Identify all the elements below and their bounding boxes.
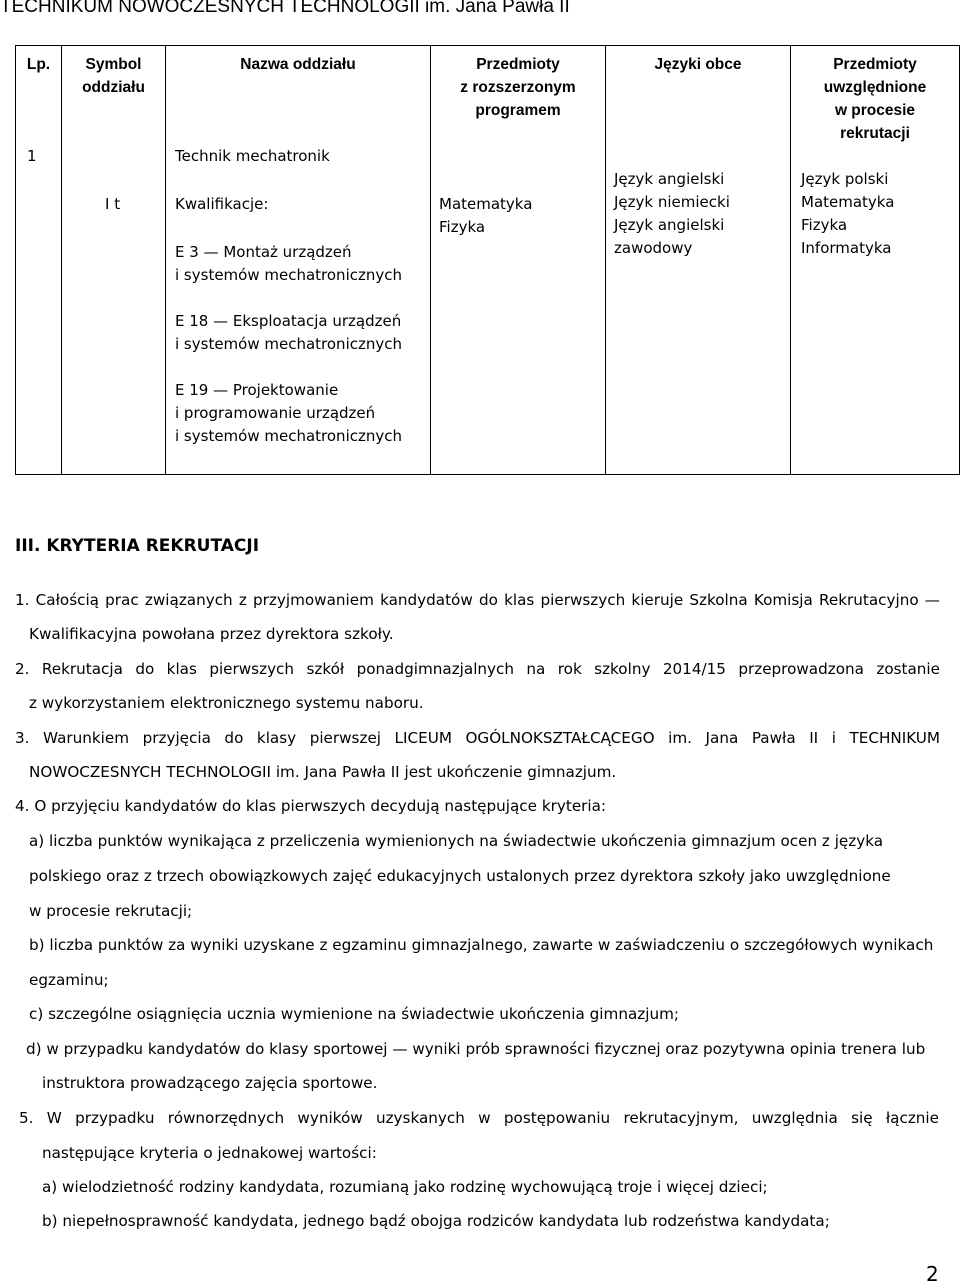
paragraph-3-line: NOWOCZESNYCH TECHNOLOGII im. Jana Pawła II jest ukończenie gimnazjum. — [29, 763, 617, 781]
paragraph-1-line: 1. Całością prac związanych z przyjmowaniem kandydatów do klas pierwszych kieruje Szkolna Komisja Rekrutacyjno — — [15, 591, 940, 609]
language: Język niemiecki — [614, 193, 730, 211]
paragraph-5-line: następujące kryteria o jednakowej wartości: — [42, 1144, 377, 1162]
tiebreak-a: a) wielodzietność rodziny kandydata, rozumianą jako rodzinę wychowującą troje i więcej dzieci; — [42, 1178, 768, 1196]
paragraph-4: 4. O przyjęciu kandydatów do klas pierwszych decydują następujące kryteria: — [15, 797, 607, 815]
header-recruitment-line: rekrutacji — [840, 125, 910, 142]
header-extended-line: programem — [475, 102, 561, 119]
row-recruitment-subjects — [801, 168, 894, 260]
qualification-line: E 18 — Eksploatacja urządzeń — [175, 312, 402, 330]
criterion-b-line: egzaminu; — [29, 971, 109, 989]
qualifications-label: Kwalifikacje: — [175, 195, 269, 213]
row-symbol: I t — [105, 195, 121, 213]
subject: Fizyka — [801, 216, 848, 234]
header-recruitment-line: uwzględnione — [823, 79, 927, 96]
criterion-a-line: polskiego oraz z trzech obowiązkowych zajęć edukacyjnych ustalonych przez dyrektora szkoły jako uwzględnione — [29, 867, 891, 885]
header-recruitment-line: Przedmioty — [833, 56, 917, 73]
language: Język angielski — [614, 170, 725, 188]
profession-title: Technik mechatronik — [175, 147, 330, 165]
paragraph-1-line: Kwalifikacyjna powołana przez dyrektora szkoły. — [29, 625, 394, 643]
header-extended-line: z rozszerzonym — [460, 79, 576, 96]
row-extended-subjects — [439, 193, 532, 239]
qualification-line: i systemów mechatronicznych — [175, 266, 402, 284]
criterion-c: c) szczególne osiągnięcia ucznia wymienione na świadectwie ukończenia gimnazjum; — [29, 1005, 679, 1023]
criterion-d-line: d) w przypadku kandydatów do klasy sportowej — wyniki prób sprawności fizycznej oraz pozytywna opinia trenera lub — [26, 1040, 926, 1058]
table-col-divider — [165, 45, 166, 475]
table-col-divider — [61, 45, 62, 475]
paragraph-2-line: z wykorzystaniem elektronicznego systemu naboru. — [29, 694, 424, 712]
table-border-bottom — [15, 474, 960, 475]
table-border-left — [15, 45, 16, 475]
qualification-line: i systemów mechatronicznych — [175, 335, 402, 353]
subject: Informatyka — [801, 239, 892, 257]
qualification-line: E 19 — Projektowanie — [175, 381, 339, 399]
subject: Fizyka — [439, 218, 486, 236]
row-lp: 1 — [27, 147, 37, 165]
class-table — [15, 45, 960, 475]
header-recruitment — [791, 53, 959, 145]
subject: Matematyka — [439, 195, 533, 213]
header-symbol — [62, 53, 165, 99]
header-symbol-line: oddziału — [82, 79, 145, 96]
header-extended — [431, 53, 605, 122]
header-languages: Języki obce — [654, 56, 742, 73]
header-symbol-line: Symbol — [85, 56, 142, 73]
header-name: Nazwa oddziału — [240, 56, 356, 73]
section-heading: III. KRYTERIA REKRUTACJI — [15, 536, 260, 556]
criterion-a-line: a) liczba punktów wynikająca z przeliczenia wymienionych na świadectwie ukończenia gimnazjum ocen z języka — [29, 832, 884, 850]
table-col-divider — [605, 45, 606, 475]
qualification-line: i systemów mechatronicznych — [175, 427, 402, 445]
language: Język angielski — [614, 216, 725, 234]
paragraph-5-line: 5. W przypadku równorzędnych wyników uzyskanych w postępowaniu rekrutacyjnym, uwzględnia się łącznie — [19, 1109, 939, 1127]
header-lp: Lp. — [26, 56, 51, 73]
paragraph-3-line: 3. Warunkiem przyjęcia do klasy pierwszej LICEUM OGÓLNOKSZTAŁCĄCEGO im. Jana Pawła II i TECHNIKUM — [15, 729, 940, 747]
tiebreak-b: b) niepełnosprawność kandydata, jednego bądź obojga rodziców kandydata lub rodzeństwa kandydata; — [42, 1212, 830, 1230]
qualification-line: i programowanie urządzeń — [175, 404, 376, 422]
criterion-d-line: instruktora prowadzącego zajęcia sportowe. — [42, 1074, 378, 1092]
page-number: 2 — [926, 1262, 939, 1286]
table-border-top — [15, 45, 960, 46]
subject: Język polski — [801, 170, 889, 188]
row-languages — [614, 168, 730, 260]
subject: Matematyka — [801, 193, 895, 211]
criterion-a-line: w procesie rekrutacji; — [29, 902, 193, 920]
qualification-line: E 3 — Montaż urządzeń — [175, 243, 352, 261]
row-name — [175, 145, 402, 448]
header-title: TECHNIKUM NOWOCZESNYCH TECHNOLOGII im. Jana Pawła II — [0, 0, 570, 17]
paragraph-2-line: 2. Rekrutacja do klas pierwszych szkół ponadgimnazjalnych na rok szkolny 2014/15 przeprowadzona zostanie — [15, 660, 940, 678]
header-recruitment-line: w procesie — [834, 102, 916, 119]
criterion-b-line: b) liczba punktów za wyniki uzyskane z egzaminu gimnazjalnego, zawarte w zaświadczeniu o szczegółowych wynikach — [29, 936, 934, 954]
header-extended-line: Przedmioty — [476, 56, 560, 73]
language: zawodowy — [614, 239, 693, 257]
